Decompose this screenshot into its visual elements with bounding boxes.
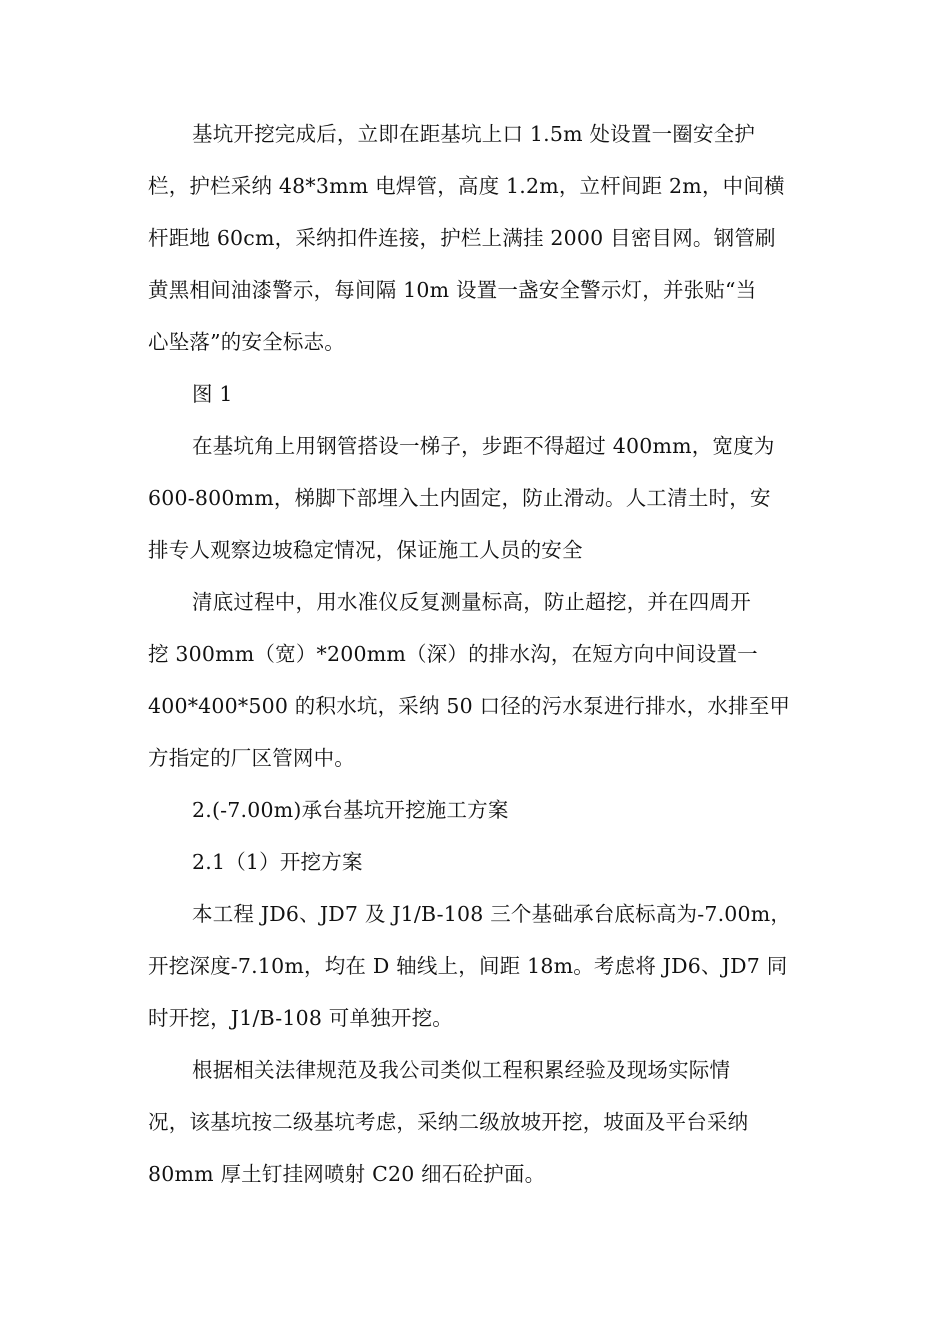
- figure-caption: [148, 368, 803, 420]
- text-line: 80mm 厚土钉挂网喷射 C20 细石砼护面。: [148, 1162, 546, 1186]
- document-body: [148, 108, 803, 1200]
- text-line: 图 1: [192, 382, 233, 406]
- text-line: 方指定的厂区管网中。: [148, 746, 355, 770]
- text-line: 400*400*500 的积水坑，采纳 50 口径的污水泵进行排水，水排至甲: [148, 694, 791, 718]
- text-line: 心坠落”的安全标志。: [148, 330, 345, 354]
- text-line: 黄黑相间油漆警示，每间隔 10m 设置一盏安全警示灯，并张贴“当: [148, 278, 757, 302]
- text-line: 根据相关法律规范及我公司类似工程积累经验及现场实际情: [192, 1058, 731, 1082]
- text-line: 开挖深度-7.10m，均在 D 轴线上，间距 18m。考虑将 JD6、JD7 同: [148, 954, 788, 978]
- section-heading: [148, 784, 803, 836]
- text-line: 2.(-7.00m)承台基坑开挖施工方案: [192, 798, 509, 822]
- text-line: 栏，护栏采纳 48*3mm 电焊管，高度 1.2m，立杆间距 2m，中间横: [148, 174, 785, 198]
- text-line: 2.1（1）开挖方案: [192, 850, 363, 874]
- text-line: 基坑开挖完成后，立即在距基坑上口 1.5m 处设置一圈安全护: [192, 122, 756, 146]
- text-line: 排专人观察边坡稳定情况，保证施工人员的安全: [148, 538, 583, 562]
- text-line: 在基坑角上用钢管搭设一梯子，步距不得超过 400mm，宽度为: [192, 434, 775, 458]
- subsection-heading: [148, 836, 803, 888]
- paragraph-slope: [148, 1044, 803, 1200]
- paragraph-project: [148, 888, 803, 1044]
- paragraph-guardrail: [148, 108, 803, 368]
- text-line: 本工程 JD6、JD7 及 J1/B-108 三个基础承台底标高为-7.00m，: [192, 902, 792, 926]
- text-line: 600-800mm，梯脚下部埋入土内固定，防止滑动。人工清土时，安: [148, 486, 771, 510]
- paragraph-drainage: [148, 576, 803, 784]
- text-line: 况，该基坑按二级基坑考虑，采纳二级放坡开挖，坡面及平台采纳: [148, 1110, 749, 1134]
- paragraph-ladder: [148, 420, 803, 576]
- text-line: 挖 300mm（宽）*200mm（深）的排水沟，在短方向中间设置一: [148, 642, 758, 666]
- text-line: 时开挖，J1/B-108 可单独开挖。: [148, 1006, 453, 1030]
- text-line: 杆距地 60cm，采纳扣件连接，护栏上满挂 2000 目密目网。钢管刷: [148, 226, 776, 250]
- text-line: 清底过程中，用水准仪反复测量标高，防止超挖，并在四周开: [192, 590, 751, 614]
